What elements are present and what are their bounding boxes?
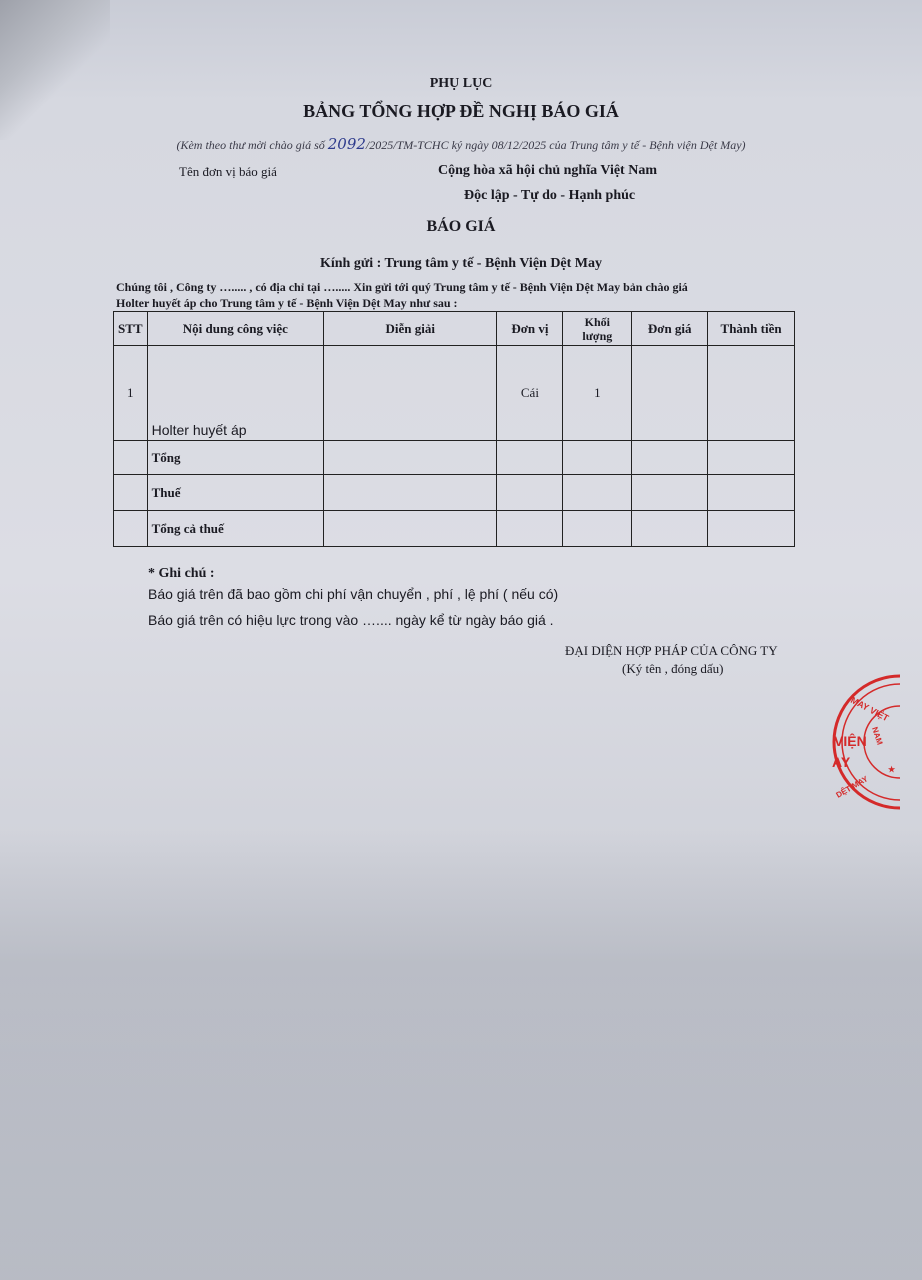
header-stt: STT bbox=[114, 312, 148, 346]
quote-title: BÁO GIÁ bbox=[426, 218, 496, 235]
table-header-row bbox=[114, 312, 795, 346]
header-description: Diễn giải bbox=[324, 312, 497, 346]
main-title: BẢNG TỔNG HỢP ĐỀ NGHỊ BÁO GIÁ bbox=[303, 101, 619, 121]
summary-label: Thuế bbox=[147, 475, 323, 511]
unit-label: Tên đơn vị báo giá bbox=[179, 164, 277, 179]
header-quantity: Khối lượng bbox=[563, 312, 632, 346]
handwritten-number: 2092 bbox=[327, 135, 366, 153]
national-motto-line2: Độc lập - Tự do - Hạnh phúc bbox=[464, 188, 636, 203]
cell-total bbox=[708, 346, 795, 441]
cell-content: Holter huyết áp bbox=[147, 346, 323, 441]
summary-label: Tổng cả thuế bbox=[147, 511, 323, 547]
cell-description bbox=[324, 346, 497, 441]
summary-row-subtotal bbox=[114, 441, 795, 475]
svg-text:DỆT MAY: DỆT MAY bbox=[834, 774, 870, 800]
summary-row-grand-total bbox=[114, 511, 795, 547]
cell-quantity: 1 bbox=[563, 346, 632, 441]
svg-text:AY: AY bbox=[832, 754, 851, 770]
notes-line1: Báo giá trên đã bao gồm chi phí vận chuyển , phí , lệ phí ( nếu có) bbox=[148, 586, 559, 602]
table-row bbox=[114, 346, 795, 441]
svg-text:MAY VIỆT: MAY VIỆT bbox=[849, 694, 891, 724]
notes-line2: Báo giá trên có hiệu lực trong vào ….... ngày kể từ ngày báo giá . bbox=[148, 612, 554, 628]
summary-row-tax bbox=[114, 475, 795, 511]
national-motto-line1: Cộng hòa xã hội chủ nghĩa Việt Nam bbox=[438, 163, 657, 178]
reference-prefix: (Kèm theo thư mời chào giá số bbox=[176, 138, 328, 152]
header-total: Thành tiền bbox=[708, 312, 795, 346]
signature-title: ĐẠI DIỆN HỢP PHÁP CỦA CÔNG TY bbox=[565, 643, 778, 658]
cell-stt: 1 bbox=[114, 346, 148, 441]
annex-title: PHỤ LỤC bbox=[429, 76, 493, 91]
intro-line1: Chúng tôi , Công ty …..... , có địa chỉ tại …..... Xin gửi tới quý Trung tâm y tế - Bệnh Viện Dệt May bản chào giá bbox=[116, 280, 688, 294]
red-seal-stamp bbox=[828, 672, 900, 812]
svg-text:NAM: NAM bbox=[870, 725, 885, 746]
signature-note: (Ký tên , đóng dấu) bbox=[622, 661, 724, 676]
header-unit: Đơn vị bbox=[497, 312, 563, 346]
recipient: Kính gửi : Trung tâm y tế - Bệnh Viện Dệt May bbox=[319, 256, 603, 271]
intro-line2: Holter huyết áp cho Trung tâm y tế - Bệnh Viện Dệt May như sau : bbox=[116, 296, 458, 310]
notes-heading: * Ghi chú : bbox=[148, 566, 215, 581]
cell-unit-price bbox=[632, 346, 708, 441]
quote-table bbox=[113, 311, 795, 547]
header-unit-price: Đơn giá bbox=[632, 312, 708, 346]
svg-text:VIỆN: VIỆN bbox=[834, 733, 867, 749]
summary-label: Tổng bbox=[147, 441, 323, 475]
header-content: Nội dung công việc bbox=[147, 312, 323, 346]
svg-text:★: ★ bbox=[888, 765, 896, 774]
paper-shadow bbox=[0, 830, 922, 1280]
cell-unit: Cái bbox=[497, 346, 563, 441]
reference-suffix: /2025/TM-TCHC ký ngày 08/12/2025 của Trung tâm y tế - Bệnh viện Dệt May) bbox=[365, 138, 746, 152]
reference-line bbox=[0, 135, 922, 153]
